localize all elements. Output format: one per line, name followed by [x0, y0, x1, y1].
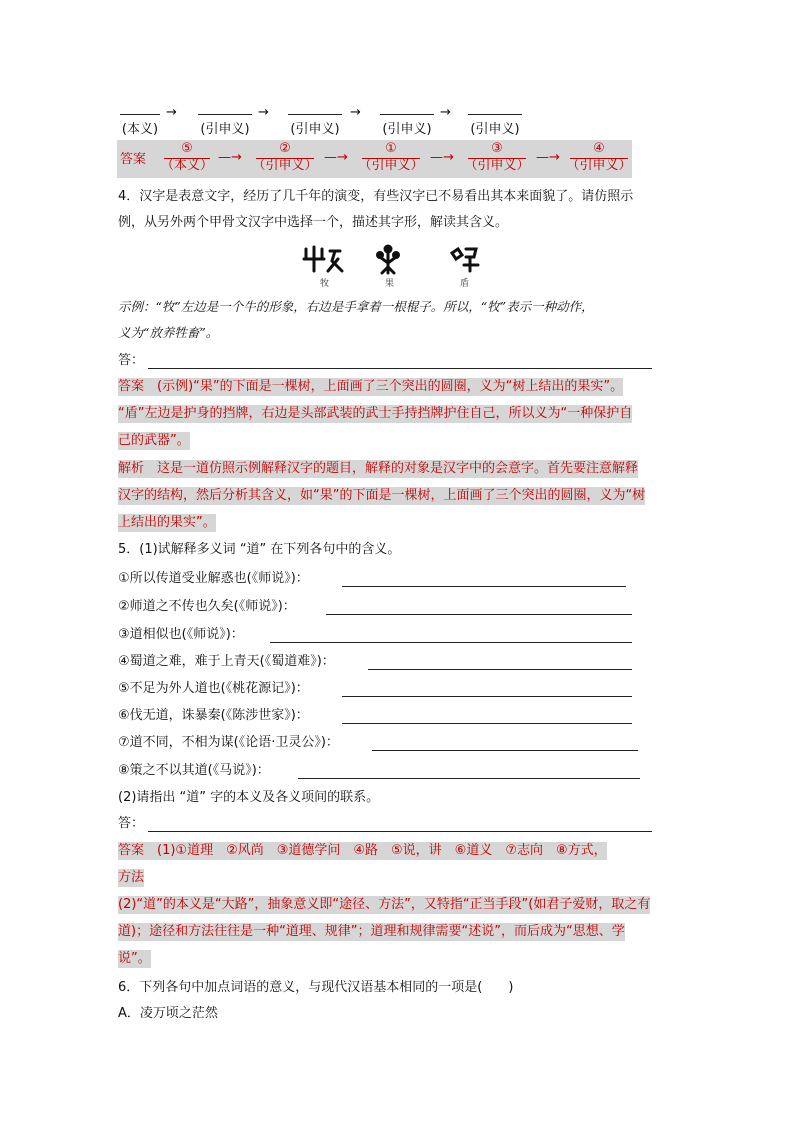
oracle-dun-glyph-icon [452, 249, 478, 271]
answer-input-line[interactable] [298, 764, 640, 779]
q5-answer-line: 答案 (1)①道理 ②风尚 ③道德学问 ④路 ⑤说，讲 ⑥道义 ⑦志向 ⑧方式， [118, 843, 607, 858]
answer-input-line[interactable] [342, 709, 632, 724]
q5-item: ③道相似也(《师说》)： [118, 627, 244, 642]
blank-line [468, 114, 522, 115]
answer-input-line[interactable] [368, 655, 632, 670]
arrow-icon: → [258, 105, 269, 120]
glyph-label: 果 [385, 279, 395, 289]
blank-caption: (引申义) [200, 122, 250, 137]
glyph-label: 盾 [460, 279, 470, 289]
answer-input-line[interactable] [270, 628, 632, 643]
arrow-icon: → [166, 105, 177, 120]
glyph-label: 牧 [320, 279, 330, 289]
q4-answer-line: “盾”左边是护身的挡牌，右边是头部武装的武士手持挡牌护住自己，所以义为“一种保护自 [118, 406, 633, 421]
q4-question-line: 例，从另外两个甲骨文汉字中选择一个，描述其字形，解读其含义。 [118, 215, 509, 230]
answer-caption: （引申义） [252, 158, 318, 173]
q5-answer-line: 方法 [118, 870, 145, 885]
q6-option-a[interactable]: A．凌万顷之茫然 [118, 1006, 218, 1021]
answer-caption: （引申义） [566, 158, 632, 173]
answer-input-line[interactable] [148, 817, 652, 832]
blank-caption: (引申义) [382, 122, 432, 137]
q5-item: ⑤不足为外人道也(《桃花源记》)： [118, 681, 309, 696]
answer-caption: （引申义） [464, 158, 530, 173]
arrow-icon: —→ [324, 150, 348, 165]
answer-number: ① [385, 141, 397, 156]
blank-caption: (引申义) [290, 122, 340, 137]
answer-number: ③ [491, 141, 503, 156]
q4-analysis-line: 解析 这是一道仿照示例解释汉字的题目，解释的对象是汉字中的会意字。首先要注意解释 [118, 461, 639, 476]
arrow-icon: —→ [430, 150, 454, 165]
answer-number: ② [279, 141, 291, 156]
answer-input-line[interactable] [342, 572, 626, 587]
blank-line [380, 114, 434, 115]
q5-part2: (2)请指出 “道” 字的本义及各义项间的联系。 [118, 790, 380, 805]
blank-line [288, 114, 342, 115]
q4-answer-prompt: 答： [118, 353, 145, 368]
answer-cell [566, 142, 632, 173]
answer-cell [252, 142, 318, 173]
answer-number: ④ [593, 141, 605, 156]
answer-caption: （本义） [160, 158, 213, 173]
answer-number: ⑤ [181, 141, 193, 156]
arrow-icon: → [440, 105, 451, 120]
arrow-icon: —→ [218, 150, 242, 165]
answer-input-line[interactable] [326, 600, 632, 615]
q4-example-line: 示例：“牧”左边是一个牛的形象，右边是手拿着一根棍子。所以，“牧”表示一种动作， [118, 299, 594, 314]
q5-answer-prompt: 答： [118, 816, 145, 831]
blank-line [198, 114, 252, 115]
q4-analysis-line: 上结出的果实”。 [118, 515, 216, 530]
blank-line [120, 114, 160, 115]
q6-title: 6．下列各句中加点词语的意义，与现代汉语基本相同的一项是( ) [118, 980, 514, 995]
q4-analysis-line: 汉字的结构，然后分析其含义，如“果”的下面是一棵树，上面画了三个突出的圆圈，义为“树 [118, 488, 646, 503]
q5-item: ④蜀道之难，难于上青天(《蜀道难》)： [118, 654, 335, 669]
q5-item: ①所以传道受业解惑也(《师说》)： [118, 571, 309, 586]
oracle-glyphs-figure [300, 243, 500, 283]
blank-caption: (本义) [121, 122, 159, 137]
q5-answer-line: 说”。 [118, 951, 151, 966]
q5-item: ⑥伐无道，诛暴秦(《陈涉世家》)： [118, 708, 309, 723]
answer-input-line[interactable] [148, 354, 652, 369]
oracle-guo-glyph-icon [378, 246, 399, 273]
arrow-icon: —→ [536, 150, 560, 165]
blank-caption: (引申义) [470, 122, 520, 137]
answer-cell [464, 142, 530, 173]
answer-input-line[interactable] [372, 736, 638, 751]
q5-answer-line: (2)“道”的本义是“大路”，抽象意义即“途径、方法”，又特指“正当手段”(如君子爱财，取之有 [118, 897, 651, 912]
q5-title: 5．(1)试解释多义词 “道” 在下列各句中的含义。 [118, 542, 401, 557]
q4-example-line: 义为“放养牲畜”。 [118, 325, 219, 340]
q4-answer-line: 己的武器”。 [118, 433, 190, 448]
answer-cell [160, 142, 214, 173]
q4-answer-line: 答案 (示例)“果”的下面是一棵树，上面画了三个突出的圆圈，义为“树上结出的果实”。 [118, 379, 624, 394]
answer-cell [358, 142, 424, 173]
answer-label: 答案 [120, 152, 147, 167]
q4-question-line: 4．汉字是表意文字，经历了几千年的演变，有些汉字已不易看出其本来面貌了。请仿照示 [118, 189, 634, 204]
oracle-mu-glyph-icon [304, 247, 342, 271]
q5-item: ⑧策之不以其道(《马说》)： [118, 763, 270, 778]
answer-input-line[interactable] [342, 682, 632, 697]
q5-item: ⑦道不同，不相为谋(《论语·卫灵公》)： [118, 735, 339, 750]
q5-item: ②师道之不传也久矣(《师说》)： [118, 599, 296, 614]
answer-caption: （引申义） [358, 158, 424, 173]
arrow-icon: → [350, 105, 361, 120]
q5-answer-line: 道)；途径和方法往往是一种“道理、规律”；道理和规律需要“述说”，而后成为“思想、学 [118, 924, 625, 939]
